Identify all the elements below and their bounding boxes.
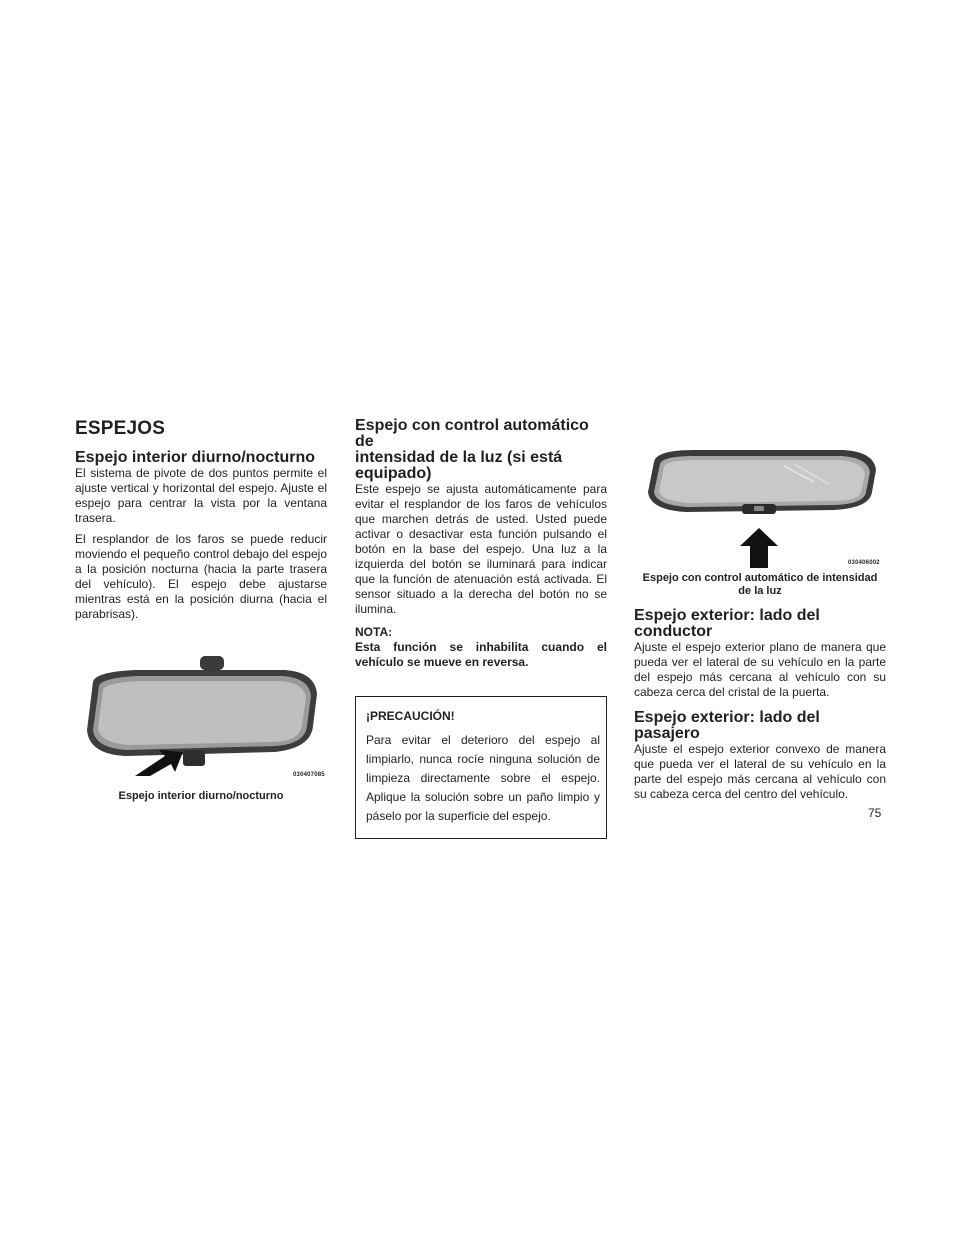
column-middle (355, 418, 607, 839)
heading-passenger-mirror: Espejo exterior: lado del pasajero (634, 709, 820, 742)
caption-line: Espejo con control automático de intensidad (642, 572, 878, 584)
figure-caption: Espejo interior diurno/nocturno (118, 790, 284, 802)
page-number: 75 (868, 806, 882, 820)
auto-dim-mirror-illustration (634, 442, 886, 568)
caution-box (355, 696, 607, 839)
paragraph-passenger-mirror: Ajuste el espejo exterior convexo de manera que pueda ver el lateral de su vehículo en la parte del espejo más cercana al vehículo con su cabeza cerca del centro del vehículo. (634, 742, 886, 801)
paragraph-auto-dim: Este espejo se ajusta automáticamente para evitar el resplandor de los faros de vehículos que marchen detrás de usted. Usted puede activar o desactivar esta función pulsando el botón en la base del espejo. Una luz a la izquierda del botón se iluminará para indicar que la función de atenuación está activada. El sensor situado a la derecha del botón no se ilumina. (355, 482, 607, 616)
caution-title: ¡PRECAUCIÓN! (366, 709, 455, 723)
caution-text: Para evitar el deterioro del espejo al limpiarlo, nunca rocíe ninguna solución de limpieza directamente sobre el espejo. Aplique la solución sobre un paño limpio y páselo por la superficie del espejo. (366, 733, 600, 823)
day-night-mirror-illustration (75, 656, 327, 776)
heading-day-night-mirror: Espejo interior diurno/nocturno (75, 449, 315, 466)
paragraph-pivot: El sistema de pivote de dos puntos permite el ajuste vertical y horizontal del espejo. Ajuste el espejo para centrar la vista por la ventana trasera. (75, 466, 327, 525)
note-text: Esta función se inhabilita cuando el vehículo se mueve en reversa. (355, 640, 607, 669)
paragraph-glare: El resplandor de los faros se puede reducir moviendo el pequeño control debajo del espejo a la posición nocturna (hacia la parte trasera del vehículo). El espejo debe ajustarse mientras está en la posición diurna (hacia el parabrisas). (75, 532, 327, 621)
heading-line: Espejo con control automático de (355, 417, 589, 450)
heading-driver-mirror: Espejo exterior: lado del conductor (634, 607, 820, 640)
heading-auto-dim-mirror (355, 418, 607, 482)
figure-code: 030407085 (293, 772, 325, 778)
figure-code: 030406002 (848, 560, 880, 566)
caption-line: de la luz (738, 585, 782, 597)
column-right (634, 442, 886, 802)
figure-day-night-mirror (75, 656, 327, 776)
figure-auto-dim-mirror (634, 442, 886, 568)
heading-line: equipado) (355, 465, 432, 482)
figure-caption (634, 572, 886, 598)
heading-line: intensidad de la luz (si está (355, 449, 563, 466)
section-title: ESPEJOS (75, 418, 166, 439)
note-label: NOTA: (355, 625, 393, 639)
paragraph-driver-mirror: Ajuste el espejo exterior plano de manera que pueda ver el lateral de su vehículo en la parte del espejo más cercana al vehículo con su cabeza cerca del cristal de la puerta. (634, 640, 886, 699)
column-left (75, 418, 327, 803)
